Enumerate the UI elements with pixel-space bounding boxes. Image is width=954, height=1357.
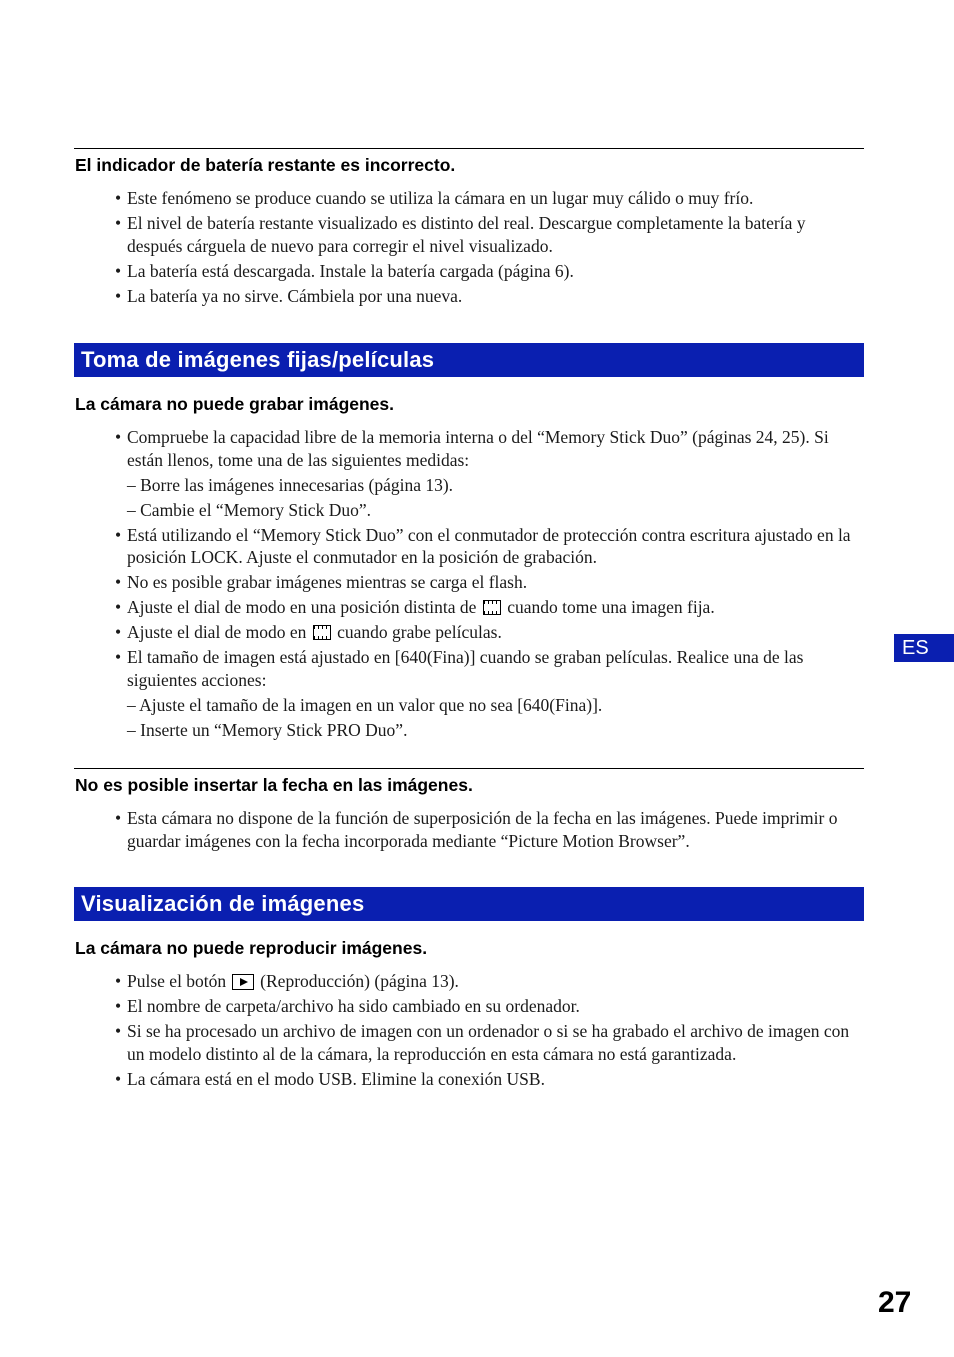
list-item: • Si se ha procesado un archivo de imagen con un ordenador o si se ha grabado el archivo de imagen con un modelo distinto al de la cámara, la reproducción en esta cámara no está garantizada. <box>115 1021 850 1064</box>
divider-rule <box>74 768 864 769</box>
list-subitem: – Ajuste el tamaño de la imagen en un valor que no sea [640(Fina)]. <box>127 694 603 715</box>
list-battery <box>110 187 862 310</box>
movie-film-icon <box>313 625 331 640</box>
list-item: • El nivel de batería restante visualizado es distinto del real. Descargue completamente la batería y después cárguela de nuevo para corregir el nivel visualizado. <box>115 213 806 256</box>
question-shooting: La cámara no puede grabar imágenes. <box>75 394 395 414</box>
page-number: 27 <box>878 1286 912 1319</box>
list-item: • La batería está descargada. Instale la batería cargada (página 6). <box>115 260 574 281</box>
question-battery: El indicador de batería restante es incorrecto. <box>75 155 456 175</box>
question-playback: La cámara no puede reproducir imágenes. <box>75 938 428 958</box>
list-item: • Está utilizando el “Memory Stick Duo” con el conmutador de protección contra escritura ajustado en la posición LOCK. Ajuste el conmutador en la posición de grabación. <box>115 524 851 567</box>
language-tab: ES <box>894 634 954 662</box>
list-subitem: – Inserte un “Memory Stick PRO Duo”. <box>127 719 408 740</box>
play-button-icon <box>232 974 254 990</box>
section-heading-playback: Visualización de imágenes <box>74 887 864 921</box>
list-item: • La batería ya no sirve. Cámbiela por una nueva. <box>115 285 463 306</box>
list-item: • Compruebe la capacidad libre de la memoria interna o del “Memory Stick Duo” (páginas 24, 25). Si están llenos, tome una de las siguientes medidas: <box>115 427 829 470</box>
list-item: • Este fenómeno se produce cuando se utiliza la cámara en un lugar muy cálido o muy frío. <box>115 188 754 208</box>
list-shooting <box>110 426 862 744</box>
list-item: • El tamaño de imagen está ajustado en [640(Fina)] cuando se graban películas. Realice una de las siguientes acciones: <box>115 647 804 690</box>
list-item: • No es posible grabar imágenes mientras se carga el flash. <box>115 572 528 592</box>
list-subitem: – Cambie el “Memory Stick Duo”. <box>127 499 371 520</box>
section-heading-shooting: Toma de imágenes fijas/películas <box>74 343 864 377</box>
list-item: • Esta cámara no dispone de la función de superposición de la fecha en las imágenes. Puede imprimir o guardar imágenes con la fecha incorporada mediante “Picture Motion Browser”. <box>115 808 838 851</box>
list-item: • Pulse el botón (Reproducción) (página 13). <box>115 971 459 991</box>
movie-film-icon <box>483 600 501 615</box>
question-date: No es posible insertar la fecha en las imágenes. <box>75 775 473 795</box>
list-subitem: – Borre las imágenes innecesarias (página 13). <box>127 474 454 495</box>
list-item: • La cámara está en el modo USB. Elimine la conexión USB. <box>115 1068 545 1089</box>
list-item: • Ajuste el dial de modo en cuando grabe películas. <box>115 622 502 642</box>
list-date <box>110 807 862 855</box>
top-rule <box>74 148 864 149</box>
list-item: • Ajuste el dial de modo en una posición distinta de cuando tome una imagen fija. <box>115 597 715 617</box>
list-playback <box>110 970 862 1093</box>
list-item: • El nombre de carpeta/archivo ha sido cambiado en su ordenador. <box>115 996 580 1016</box>
